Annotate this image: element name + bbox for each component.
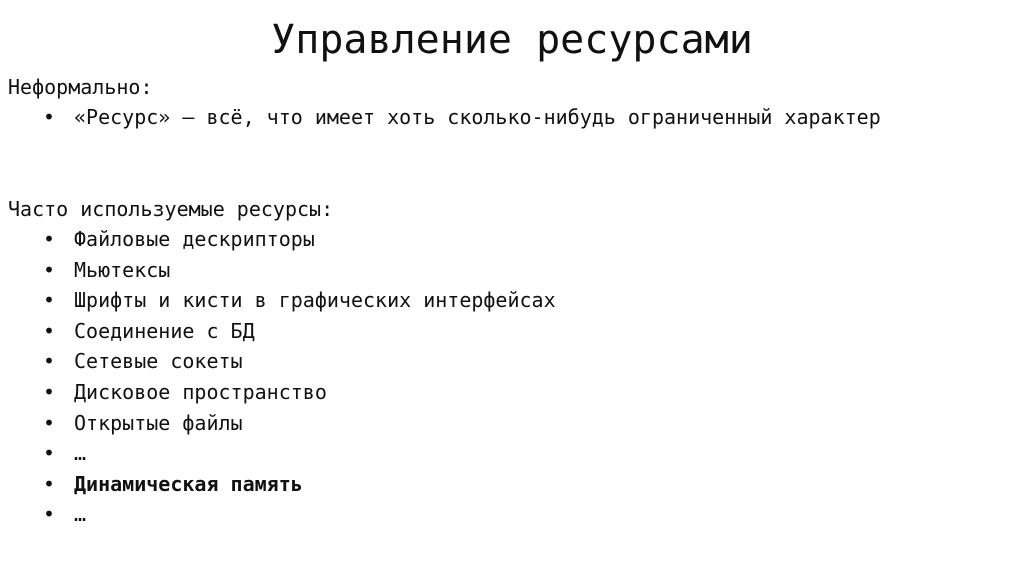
list-item: [0, 346, 914, 377]
list-item-text: Мьютексы: [74, 257, 171, 282]
list-item-text: Дисковое пространство: [74, 379, 327, 404]
list-item-text-bold: Динамическая память: [74, 471, 303, 496]
list-item: [0, 499, 914, 530]
bullet-icon: •: [43, 318, 56, 343]
list-item-text: Сетевые сокеты: [74, 349, 243, 374]
list-item: [0, 377, 914, 408]
bullet-icon: •: [43, 471, 56, 496]
list-item-text: …: [74, 502, 87, 527]
list-item: [0, 255, 914, 286]
list-item-text: Шрифты и кисти в графических интерфейсах: [74, 288, 556, 313]
list-item: [0, 408, 914, 439]
list-item-text: …: [74, 441, 87, 466]
list-item: [0, 285, 914, 316]
list-item-text: Открытые файлы: [74, 410, 243, 435]
list-item: [0, 316, 914, 347]
bullet-icon: •: [43, 349, 56, 374]
bullet-icon: •: [43, 227, 56, 251]
bullet-icon: •: [43, 410, 56, 435]
bullet-icon: •: [43, 502, 56, 527]
list-item: [0, 102, 914, 133]
list-item: [0, 469, 914, 500]
list-item: [0, 224, 914, 255]
informal-list: [0, 102, 914, 133]
bullet-icon: •: [43, 105, 56, 129]
list-item-text: «Ресурс» — всё, что имеет хоть сколько-нибудь ограниченный характер: [74, 105, 881, 129]
list-item: [0, 438, 914, 469]
section-heading-common-resources: Часто используемые ресурсы:: [8, 197, 334, 221]
resources-list: [0, 224, 914, 530]
section-heading-informal: Неформально:: [8, 75, 153, 99]
bullet-icon: •: [43, 257, 56, 282]
list-item-text: Соединение с БД: [74, 318, 255, 343]
bullet-icon: •: [43, 379, 56, 404]
bullet-icon: •: [43, 441, 56, 466]
list-item-text: Файловые дескрипторы: [74, 227, 315, 251]
bullet-icon: •: [43, 288, 56, 313]
slide-title: Управление ресурсами: [271, 17, 753, 63]
